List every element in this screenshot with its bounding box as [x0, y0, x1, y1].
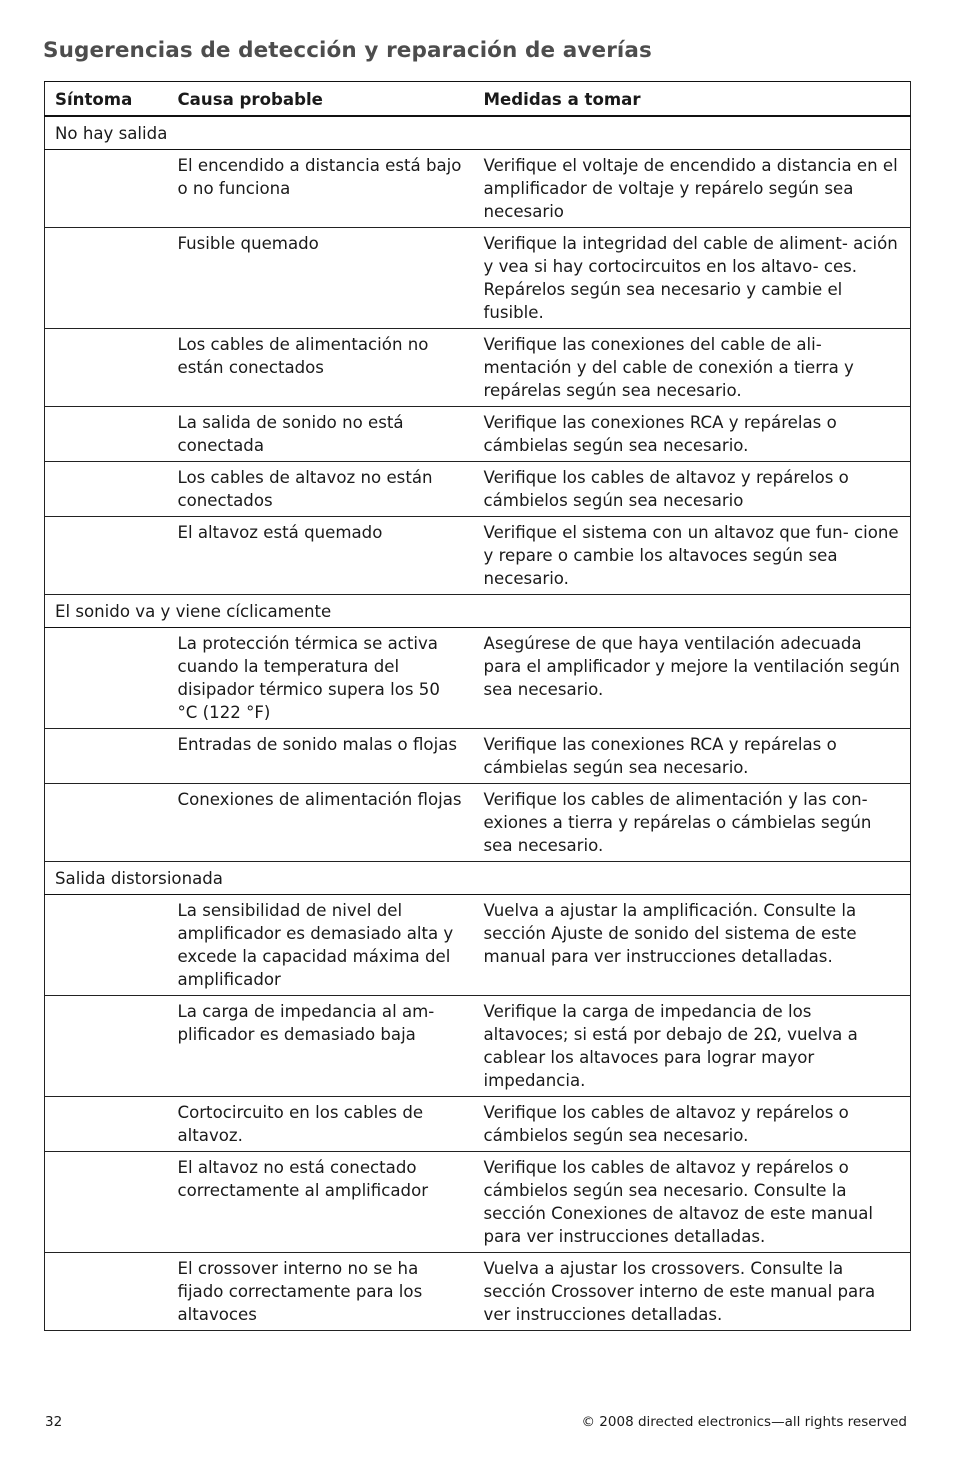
cause-cell: La salida de sonido no está conectada — [168, 407, 474, 462]
table-header-row — [45, 82, 911, 117]
table-row — [45, 729, 911, 784]
action-cell: Verifique los cables de altavoz y repárelos o cámbielos según sea necesario. Consulte la sección Conexiones de altavoz de este manual para ver instrucciones detalladas. — [474, 1152, 911, 1253]
header-action: Medidas a tomar — [474, 82, 911, 117]
cause-cell: Entradas de sonido malas o flojas — [168, 729, 474, 784]
symptom-cell — [45, 628, 168, 729]
action-cell: Vuelva a ajustar la amplificación. Consulte la sección Ajuste de sonido del sistema de este manual para ver instrucciones detalladas. — [474, 895, 911, 996]
copyright-notice: © 2008 directed electronics—all rights reserved — [581, 1414, 907, 1430]
action-cell: Verifique los cables de altavoz y repárelos o cámbielos según sea necesario. — [474, 1097, 911, 1152]
cause-cell: El altavoz está quemado — [168, 517, 474, 595]
table-row — [45, 628, 911, 729]
symptom-cell — [45, 784, 168, 862]
symptom-cell — [45, 150, 168, 228]
cause-cell: El encendido a distancia está bajo o no funciona — [168, 150, 474, 228]
symptom-cell — [45, 1097, 168, 1152]
table-row — [45, 150, 911, 228]
symptom-label: No hay salida — [45, 116, 911, 150]
page-number: 32 — [45, 1414, 63, 1430]
table-row — [45, 1097, 911, 1152]
symptom-label: El sonido va y viene cíclicamente — [45, 595, 911, 628]
action-cell: Verifique la integridad del cable de aliment- ación y vea si hay cortocircuitos en los altavo- ces. Repárelos según sea necesario y cambie el fusible. — [474, 228, 911, 329]
symptom-cell — [45, 407, 168, 462]
table-body — [45, 116, 911, 1331]
cause-cell: Cortocircuito en los cables de altavoz. — [168, 1097, 474, 1152]
action-cell: Verifique los cables de altavoz y repárelos o cámbielos según sea necesario — [474, 462, 911, 517]
section-row — [45, 862, 911, 895]
section-row — [45, 595, 911, 628]
symptom-cell — [45, 729, 168, 784]
cause-cell: El altavoz no está conectado correctamente al amplificador — [168, 1152, 474, 1253]
table-row — [45, 1152, 911, 1253]
symptom-label: Salida distorsionada — [45, 862, 911, 895]
action-cell: Verifique las conexiones del cable de ali- mentación y del cable de conexión a tierra y repárelas según sea necesario. — [474, 329, 911, 407]
table-row — [45, 996, 911, 1097]
table-row — [45, 784, 911, 862]
symptom-cell — [45, 895, 168, 996]
troubleshooting-table — [44, 81, 911, 1331]
symptom-cell — [45, 228, 168, 329]
page-title: Sugerencias de detección y reparación de averías — [43, 38, 652, 63]
header-cause: Causa probable — [168, 82, 474, 117]
action-cell: Verifique el sistema con un altavoz que fun- cione y repare o cambie los altavoces según sea necesario. — [474, 517, 911, 595]
cause-cell: La protección térmica se activa cuando la temperatura del disipador térmico supera los 50 °C (122 °F) — [168, 628, 474, 729]
action-cell: Verifique el voltaje de encendido a distancia en el amplificador de voltaje y repárelo según sea necesario — [474, 150, 911, 228]
table-row — [45, 407, 911, 462]
section-row — [45, 116, 911, 150]
header-symptom: Síntoma — [45, 82, 168, 117]
table-row — [45, 462, 911, 517]
table-row — [45, 329, 911, 407]
action-cell: Verifique las conexiones RCA y repárelas o cámbielas según sea necesario. — [474, 729, 911, 784]
action-cell: Verifique las conexiones RCA y repárelas o cámbielas según sea necesario. — [474, 407, 911, 462]
cause-cell: La carga de impedancia al am- plificador es demasiado baja — [168, 996, 474, 1097]
table-row — [45, 228, 911, 329]
cause-cell: Conexiones de alimentación flojas — [168, 784, 474, 862]
symptom-cell — [45, 517, 168, 595]
cause-cell: Fusible quemado — [168, 228, 474, 329]
symptom-cell — [45, 329, 168, 407]
cause-cell: El crossover interno no se ha fijado correctamente para los altavoces — [168, 1253, 474, 1331]
symptom-cell — [45, 462, 168, 517]
action-cell: Asegúrese de que haya ventilación adecuada para el amplificador y mejore la ventilación según sea necesario. — [474, 628, 911, 729]
table-row — [45, 895, 911, 996]
action-cell: Verifique los cables de alimentación y las con- exiones a tierra y repárelas o cámbielas según sea necesario. — [474, 784, 911, 862]
symptom-cell — [45, 996, 168, 1097]
action-cell: Vuelva a ajustar los crossovers. Consulte la sección Crossover interno de este manual para ver instrucciones detalladas. — [474, 1253, 911, 1331]
table-row — [45, 517, 911, 595]
cause-cell: La sensibilidad de nivel del amplificador es demasiado alta y excede la capacidad máxima del amplificador — [168, 895, 474, 996]
table-row — [45, 1253, 911, 1331]
symptom-cell — [45, 1253, 168, 1331]
cause-cell: Los cables de alimentación no están conectados — [168, 329, 474, 407]
cause-cell: Los cables de altavoz no están conectados — [168, 462, 474, 517]
action-cell: Verifique la carga de impedancia de los altavoces; si está por debajo de 2Ω, vuelva a cablear los altavoces para lograr mayor impedancia. — [474, 996, 911, 1097]
symptom-cell — [45, 1152, 168, 1253]
